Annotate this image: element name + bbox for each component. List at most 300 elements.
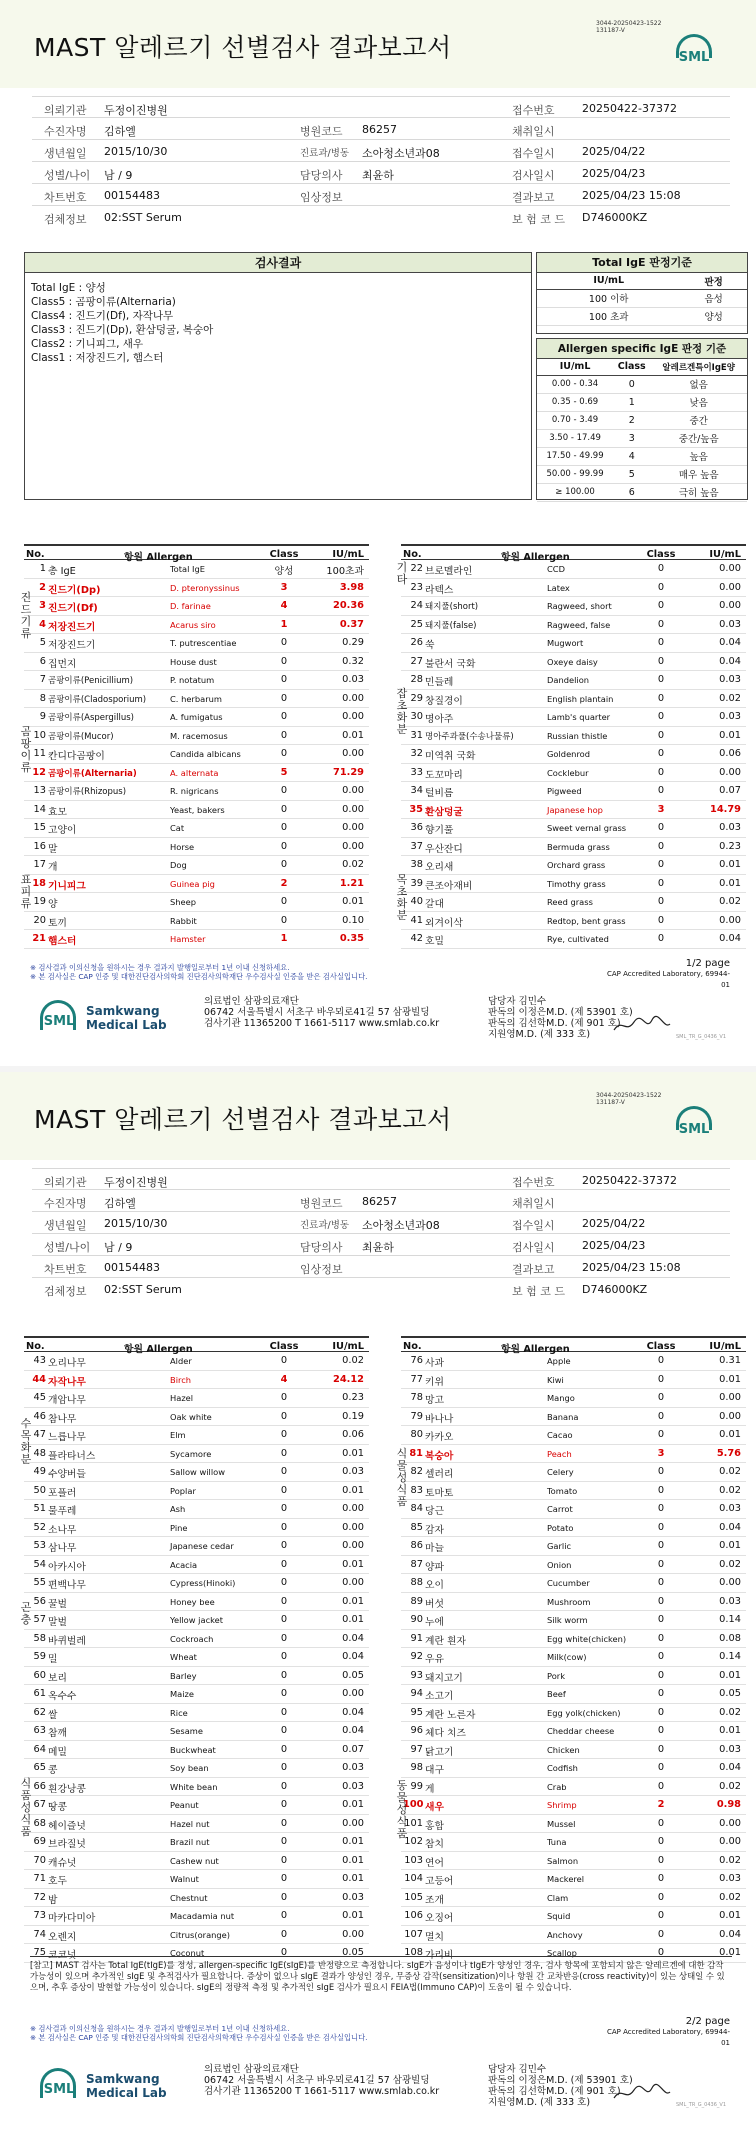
allergen-value: 0.01: [719, 1429, 741, 1440]
allergen-number: 2: [39, 581, 46, 593]
allergen-value: 0.03: [342, 1891, 364, 1903]
allergen-name-ko: 브라질넛: [48, 1839, 86, 1850]
patient-info: 의뢰기관 두정이진병원 접수번호 20250422-37372 수진자명 김하엘 병원코드 86257 채취일시 생년월일 2015/10/30 진료과/병동 소아청소년과08 접수일시 2025/04/22 성별/나이 남 / 9 담당의사 최윤하 검사일시 2025/04/23 차트번호 00154483 임상정보 결과보고 2025/04/23 15:08 검체정보 02:SST Serum 보 험 코 드 D746000KZ: [32, 1168, 730, 1300]
allergen-name-en: Pine: [170, 1522, 188, 1533]
allergen-number: 101: [404, 1817, 423, 1829]
allergen-class: 0: [657, 1688, 665, 1699]
allergen-class: 1: [280, 933, 288, 944]
group-label-animal: 표피류: [20, 873, 32, 910]
allergen-name-en: Codfish: [547, 1763, 578, 1773]
allergen-number: 20: [33, 914, 46, 926]
allergen-row: [24, 1500, 369, 1519]
allergen-value: 0.01: [342, 1854, 364, 1866]
allergen-row: [24, 1685, 369, 1704]
allergen-name-ko: 흰강낭콩: [48, 1783, 86, 1795]
allergen-name-en: Honey bee: [170, 1596, 215, 1607]
allergen-name-ko: 캐슈넛: [48, 1857, 77, 1869]
allergen-name-en: Mugwort: [547, 638, 584, 648]
allergen-number: 36: [410, 822, 423, 833]
allergen-name-ko: 오징어: [425, 1913, 454, 1924]
allergen-class: 0: [657, 1558, 665, 1570]
allergen-value: 0.14: [719, 1614, 741, 1625]
allergen-number: 7: [39, 674, 46, 685]
allergen-number: 76: [410, 1355, 423, 1366]
allergen-class: 0: [657, 914, 665, 926]
allergen-number: 68: [33, 1817, 46, 1829]
allergen-name-ko: 체다 치즈: [425, 1728, 466, 1739]
allergen-number: 99: [410, 1780, 423, 1792]
allergen-number: 94: [410, 1688, 423, 1699]
allergen-number: 67: [33, 1799, 46, 1810]
allergen-name-ko: 게: [425, 1783, 435, 1795]
allergen-class: 0: [280, 1928, 288, 1940]
allergen-name-en: Hazel nut: [170, 1818, 210, 1829]
allergen-row: [401, 1889, 746, 1908]
allergen-class: 0: [280, 1780, 288, 1792]
allergen-class: 0: [657, 1392, 665, 1403]
allergen-name-en: Candida albicans: [170, 749, 241, 759]
allergen-row: [24, 634, 369, 653]
allergen-row: [401, 1426, 746, 1445]
allergen-class: 0: [657, 896, 665, 907]
allergen-name-ko: 돼지고기: [425, 1672, 463, 1684]
group-label-fruit-veg: 식물성식품: [396, 1447, 408, 1508]
allergen-name-ko: 향기풀: [425, 825, 454, 836]
allergen-class: 0: [280, 1910, 288, 1921]
allergen-name-en: Chestnut: [170, 1892, 208, 1903]
allergen-name-ko: 돼지풀(short): [425, 602, 479, 612]
allergen-name-ko: 닭고기: [425, 1746, 454, 1758]
allergen-number: 18: [32, 877, 46, 889]
allergen-name-ko: 칸디다곰팡이: [48, 751, 105, 762]
allergen-number: 86: [410, 1540, 423, 1551]
allergen-name-en: Hamster: [170, 934, 206, 944]
allergen-name-ko: 멸치: [425, 1931, 444, 1943]
allergen-class: 0: [657, 1891, 665, 1903]
allergen-class: 0: [657, 1429, 665, 1440]
allergen-value: 0.00: [342, 711, 364, 722]
allergen-row: [401, 1611, 746, 1630]
allergen-name-en: Cat: [170, 823, 185, 833]
allergen-class: 0: [657, 1910, 665, 1921]
allergen-number: 60: [33, 1669, 46, 1681]
criteria-row: 0.35 - 0.69 1 낮음: [537, 393, 747, 411]
allergen-name-ko: 민들레: [425, 677, 454, 688]
allergen-number: 106: [404, 1910, 423, 1921]
allergen-value: 0.04: [719, 655, 741, 667]
allergen-value: 0.00: [342, 803, 364, 815]
allergen-value: 0.01: [342, 1910, 364, 1921]
allergen-number: 9: [39, 711, 46, 722]
allergen-name-ko: 밤: [48, 1894, 58, 1906]
allergen-row: [401, 727, 746, 746]
allergen-value: 0.01: [342, 1558, 364, 1570]
allergen-name-en: Horse: [170, 841, 195, 852]
allergen-value: 0.02: [342, 1355, 364, 1366]
allergen-value: 0.02: [719, 1780, 741, 1792]
allergen-name-ko: 갈대: [425, 899, 444, 910]
allergen-row: [401, 1352, 746, 1371]
allergen-name-en: Cashew nut: [170, 1855, 219, 1866]
allergen-row: [401, 801, 746, 820]
allergen-name-en: Maize: [170, 1689, 195, 1699]
allergen-row: [24, 690, 369, 709]
allergen-number: 100: [403, 1799, 424, 1810]
allergen-name-en: Brazil nut: [170, 1837, 210, 1847]
allergen-table-header: No. 항원 Allergen Class IU/mL: [24, 1336, 369, 1352]
allergen-class: 0: [657, 600, 665, 611]
allergen-class: 2: [280, 877, 288, 889]
allergen-row: [24, 838, 369, 857]
allergen-number: 91: [410, 1632, 423, 1644]
allergen-value: 0.00: [342, 1817, 364, 1829]
allergen-class: 0: [657, 1780, 665, 1792]
allergen-class: 0: [280, 914, 288, 926]
allergen-value: 0.03: [719, 711, 741, 722]
allergen-number: 62: [33, 1706, 46, 1718]
allergen-name-en: Japanese cedar: [170, 1541, 234, 1551]
allergen-name-en: Lamb's quarter: [547, 712, 611, 722]
allergen-value: 0.02: [719, 1706, 741, 1718]
allergen-value: 0.04: [342, 1706, 364, 1718]
allergen-value: 0.00: [342, 1688, 364, 1699]
allergen-value: 0.00: [719, 1817, 741, 1829]
allergen-name-en: Acacia: [170, 1559, 198, 1570]
allergen-name-en: Redtop, bent grass: [547, 915, 626, 926]
signature-image: [612, 1014, 672, 1036]
allergen-row: [24, 1519, 369, 1538]
allergen-name-ko: 바퀴벌레: [48, 1635, 86, 1647]
allergen-class: 0: [280, 1447, 288, 1459]
allergen-number: 53: [33, 1540, 46, 1551]
allergen-number: 15: [33, 822, 46, 833]
allergen-name-ko: 참나무: [48, 1413, 77, 1425]
allergen-value: 0.02: [719, 1891, 741, 1903]
allergen-row: [401, 1537, 746, 1556]
allergen-value: 0.04: [719, 1521, 741, 1533]
allergen-name-en: Ragweed, short: [547, 601, 612, 611]
allergen-class: 0: [657, 877, 665, 889]
allergen-number: 22: [410, 563, 423, 574]
allergen-name-en: Sheep: [170, 897, 197, 907]
allergen-name-ko: 말벌: [48, 1617, 67, 1628]
allergen-number: 16: [33, 840, 46, 852]
samkwang-logo: SML Samkwang Medical Lab: [40, 2064, 190, 2108]
allergen-name-ko: 셀러리: [425, 1469, 454, 1480]
allergen-value: 0.23: [719, 840, 741, 852]
allergen-row: [24, 653, 369, 672]
allergen-class: 0: [657, 1651, 665, 1662]
allergen-number: 35: [409, 803, 423, 815]
criteria-row: 3.50 - 17.49 3 중간/높음: [537, 429, 747, 447]
allergen-row: [401, 893, 746, 912]
allergen-name-ko: 토마토: [425, 1487, 454, 1499]
allergen-name-en: Chicken: [547, 1744, 580, 1755]
allergen-number: 80: [410, 1429, 423, 1440]
allergen-class: 0: [657, 1355, 665, 1366]
allergen-name-en: Milk(cow): [547, 1652, 587, 1662]
allergen-class: 0: [280, 822, 288, 833]
allergen-value: 0.01: [719, 1373, 741, 1385]
allergen-class: 0: [657, 1521, 665, 1533]
allergen-row: [24, 912, 369, 931]
allergen-row: [24, 560, 369, 579]
allergen-value: 0.00: [342, 1577, 364, 1588]
allergen-name-ko: 불란서 국화: [425, 658, 476, 670]
allergen-class: 0: [280, 840, 288, 852]
allergen-value: 0.01: [719, 1540, 741, 1551]
allergen-class: 0: [280, 1836, 288, 1847]
allergen-table-header: No. 항원 Allergen Class IU/mL: [24, 544, 369, 560]
allergen-number: 8: [39, 692, 46, 704]
allergen-value: 0.03: [719, 674, 741, 685]
allergen-row: [24, 1556, 369, 1575]
allergen-name-en: Total IgE: [170, 564, 205, 574]
allergen-name-en: Goldenrod: [547, 749, 591, 759]
allergen-class: 0: [280, 1540, 288, 1551]
allergen-class: 0: [280, 655, 288, 667]
allergen-name-en: Mango: [547, 1393, 575, 1403]
allergen-row: [24, 1630, 369, 1649]
allergen-name-en: Sweet vernal grass: [547, 823, 627, 833]
allergen-value: 0.01: [342, 1873, 364, 1884]
allergen-row: [401, 1815, 746, 1834]
allergen-name-en: Hazel: [170, 1393, 194, 1403]
allergen-number: 78: [410, 1392, 423, 1403]
allergen-name-en: R. nigricans: [170, 786, 219, 796]
allergen-class: 0: [657, 655, 665, 667]
allergen-number: 39: [410, 877, 423, 889]
allergen-value: 0.00: [719, 1392, 741, 1403]
allergen-name-ko: 곰팡이류(Cladosporium): [48, 694, 147, 705]
allergen-value: 0.04: [342, 1725, 364, 1736]
allergen-value: 0.02: [719, 1484, 741, 1496]
allergen-value: 0.04: [719, 933, 741, 944]
allergen-name-ko: 키위: [425, 1376, 444, 1388]
allergen-number: 11: [33, 748, 46, 759]
allergen-name-en: Pigweed: [547, 786, 582, 796]
allergen-number: 13: [33, 785, 46, 796]
allergen-class: 0: [280, 1743, 288, 1755]
allergen-name-ko: 참치: [425, 1839, 444, 1850]
allergen-name-ko: 누에: [425, 1617, 444, 1628]
allergen-value: 0.01: [719, 1669, 741, 1681]
patient-info: 의뢰기관 두정이진병원 접수번호 20250422-37372 수진자명 김하엘 병원코드 86257 채취일시 생년월일 2015/10/30 진료과/병동 소아청소년과08 접수일시 2025/04/22 성별/나이 남 / 9 담당의사 최윤하 검사일시 2025/04/23 차트번호 00154483 임상정보 결과보고 2025/04/23 15:08 검체정보 02:SST Serum 보 험 코 드 D746000KZ: [32, 96, 730, 228]
allergen-name-ko: 아카시아: [48, 1561, 86, 1573]
allergen-name-en: Dandelion: [547, 675, 590, 685]
allergen-name-ko: 콩: [48, 1765, 58, 1776]
allergen-class: 0: [657, 1762, 665, 1773]
allergen-name-en: Rye, cultivated: [547, 934, 609, 944]
allergen-number: 1: [39, 563, 46, 574]
allergen-number: 47: [33, 1429, 46, 1440]
allergen-number: 54: [33, 1558, 46, 1570]
allergen-number: 38: [410, 859, 423, 870]
allergen-name-en: Garlic: [547, 1541, 572, 1551]
allergen-number: 26: [410, 637, 423, 648]
allergen-value: 0.01: [342, 1595, 364, 1607]
allergen-number: 70: [33, 1854, 46, 1866]
allergen-name-ko: 진드기(Df): [48, 603, 98, 614]
allergen-value: 0.03: [342, 1466, 364, 1477]
allergen-number: 108: [404, 1947, 423, 1958]
allergen-number: 50: [33, 1484, 46, 1496]
allergen-number: 72: [33, 1891, 46, 1903]
allergen-value: 0.02: [719, 896, 741, 907]
allergen-name-en: Silk worm: [547, 1615, 588, 1625]
allergen-value: 0.01: [719, 1947, 741, 1958]
criteria-row: 50.00 - 99.99 5 매우 높음: [537, 465, 747, 483]
allergen-name-en: Potato: [547, 1522, 574, 1533]
allergen-class: 1: [280, 618, 288, 630]
allergen-class: 0: [657, 822, 665, 833]
allergen-row: [401, 1667, 746, 1686]
allergen-row: [401, 1741, 746, 1760]
notice: ※ 검사결과 이의신청을 원하시는 경우 결과지 발행일로부터 1년 이내 신청하세요. ※ 본 검사실은 CAP 인증 및 대한진단검사의학회 진단검사의학재단 우수검사실 인증을 받은 검사실입니다.: [30, 963, 368, 981]
allergen-class: 0: [280, 1632, 288, 1644]
group-label-tree: 수목화분: [20, 1417, 32, 1466]
allergen-row: [401, 1926, 746, 1945]
page-number: 2/2 page CAP Accredited Laboratory, 69944-01: [607, 2016, 730, 2047]
allergen-value: 0.35: [339, 933, 364, 944]
allergen-name-en: Buckwheat: [170, 1744, 216, 1755]
allergen-value: 0.01: [719, 877, 741, 889]
allergen-name-en: Elm: [170, 1430, 186, 1440]
allergen-name-en: Coconut: [170, 1948, 205, 1958]
allergen-class: 0: [280, 1854, 288, 1866]
allergen-row: [24, 875, 369, 894]
allergen-name-ko: 곰팡이류(Penicillium): [48, 676, 134, 686]
allergen-number: 30: [410, 711, 423, 722]
allergen-name-en: Tuna: [547, 1837, 567, 1847]
allergen-value: 0.00: [342, 1540, 364, 1551]
allergen-value: 0.04: [342, 1632, 364, 1644]
allergen-class: 0: [280, 1410, 288, 1422]
allergen-name-ko: 저장진드기: [48, 640, 96, 651]
allergen-name-en: Apple: [547, 1356, 571, 1366]
total-ige-criteria: Total IgE 판정기준 IU/mL 판정 100 이하 음성 100 초과 양성: [536, 252, 748, 334]
group-label-mold: 곰팡이류: [20, 725, 32, 774]
allergen-name-ko: 카카오: [425, 1432, 454, 1443]
allergen-value: 0.00: [719, 1836, 741, 1847]
allergen-value: 0.00: [719, 1410, 741, 1422]
allergen-name-en: Birch: [170, 1374, 192, 1385]
allergen-name-ko: 곰팡이류(Aspergillus): [48, 713, 134, 723]
allergen-class: 0: [280, 1873, 288, 1884]
allergen-row: [401, 1648, 746, 1667]
allergen-row: [401, 579, 746, 598]
allergen-value: 0.00: [719, 766, 741, 778]
allergen-row: [24, 1389, 369, 1408]
report-header: [0, 1072, 756, 1160]
allergen-name-en: White bean: [170, 1781, 218, 1792]
allergen-row: [24, 1667, 369, 1686]
allergen-name-ko: 꿀벌: [48, 1598, 67, 1610]
allergen-name-en: Cypress(Hinoki): [170, 1578, 236, 1588]
allergen-row: [24, 1796, 369, 1815]
allergen-class: 0: [657, 1595, 665, 1607]
allergen-name-en: Walnut: [170, 1874, 199, 1884]
allergen-name-ko: 수양버들: [48, 1469, 86, 1480]
allergen-class: 0: [280, 1355, 288, 1366]
allergen-value: 0.04: [719, 1928, 741, 1940]
allergen-number: 83: [410, 1484, 423, 1496]
allergen-name-en: Oxeye daisy: [547, 656, 598, 667]
allergen-class: 0: [657, 692, 665, 704]
allergen-row: [24, 671, 369, 690]
criteria-row: 0.00 - 0.34 0 없음: [537, 375, 747, 393]
allergen-name-ko: 포플러: [48, 1487, 77, 1499]
allergen-row: [24, 1926, 369, 1945]
allergen-name-ko: 효모: [48, 806, 67, 818]
allergen-name-en: Guinea pig: [170, 878, 215, 889]
allergen-class: 0: [280, 1651, 288, 1662]
allergen-number: 85: [410, 1521, 423, 1533]
allergen-number: 42: [410, 933, 423, 944]
allergen-name-ko: 진드기(Dp): [48, 584, 101, 596]
allergen-value: 0.19: [342, 1410, 364, 1422]
allergen-class: 0: [280, 1429, 288, 1440]
allergen-number: 77: [410, 1373, 423, 1385]
allergen-number: 32: [410, 748, 423, 759]
allergen-name-ko: 저장진드기: [48, 621, 96, 633]
allergen-class: 0: [280, 1577, 288, 1588]
allergen-value: 0.03: [719, 1873, 741, 1884]
allergen-value: 0.03: [719, 822, 741, 833]
allergen-name-en: A. fumigatus: [170, 712, 223, 722]
allergen-class: 0: [280, 803, 288, 815]
allergen-name-en: Clam: [547, 1892, 569, 1903]
allergen-name-en: Ash: [170, 1504, 186, 1514]
allergen-value: 0.07: [719, 785, 741, 796]
allergen-class: 0: [657, 1373, 665, 1385]
allergen-name-ko: 소나무: [48, 1524, 77, 1536]
allergen-class: 3: [280, 581, 288, 593]
allergen-class: 4: [280, 600, 288, 611]
allergen-class: 0: [657, 711, 665, 722]
allergen-value: 0.00: [342, 692, 364, 704]
allergen-value: 3.98: [339, 581, 364, 593]
footer-address: 의료법인 삼광의료재단 06742 서울특별시 서초구 바우뫼로41길 57 삼광빌딩 검사기관 11365200 T 1661-5117 www.smlab.co.kr: [204, 996, 440, 1029]
allergen-row: [401, 690, 746, 709]
allergen-name-ko: 개: [48, 862, 58, 873]
allergen-row: [401, 1519, 746, 1538]
allergen-number: 34: [410, 785, 423, 796]
allergen-name-ko: 털비름: [425, 788, 454, 799]
allergen-class: 0: [657, 1410, 665, 1422]
allergen-name-en: Shrimp: [547, 1800, 577, 1810]
allergen-name-en: Latex: [547, 582, 570, 593]
allergen-number: 51: [33, 1503, 46, 1514]
criteria-row: 17.50 - 49.99 4 높음: [537, 447, 747, 465]
allergen-number: 61: [33, 1688, 46, 1699]
allergen-row: [401, 1463, 746, 1482]
allergen-name-ko: 계란 노른자: [425, 1709, 476, 1721]
allergen-number: 87: [410, 1558, 423, 1570]
allergen-number: 21: [32, 933, 46, 944]
allergen-row: [401, 1722, 746, 1741]
allergen-row: [401, 1685, 746, 1704]
allergen-class: 0: [280, 711, 288, 722]
allergen-number: 29: [410, 692, 423, 704]
allergen-number: 45: [33, 1392, 46, 1403]
allergen-name-ko: 오리새: [425, 862, 454, 873]
specific-ige-criteria: Allergen specific IgE 판정 기준 IU/mL Class 알레르겐특이IgE양 0.00 - 0.34 0 없음 0.35 - 0.69 1 낮음 0.70 - 3.49 2 중간 3.50 - 17.49 3 중간/높음 17.50 - 49.99 4 높음 50.00 - 99.99 5 매우 높음 ≥ 100.00 6 극히 높음: [536, 338, 748, 500]
footer: [0, 984, 756, 1044]
allergen-number: 49: [33, 1466, 46, 1477]
allergen-class: 3: [657, 803, 665, 815]
allergen-value: 0.31: [719, 1355, 741, 1366]
